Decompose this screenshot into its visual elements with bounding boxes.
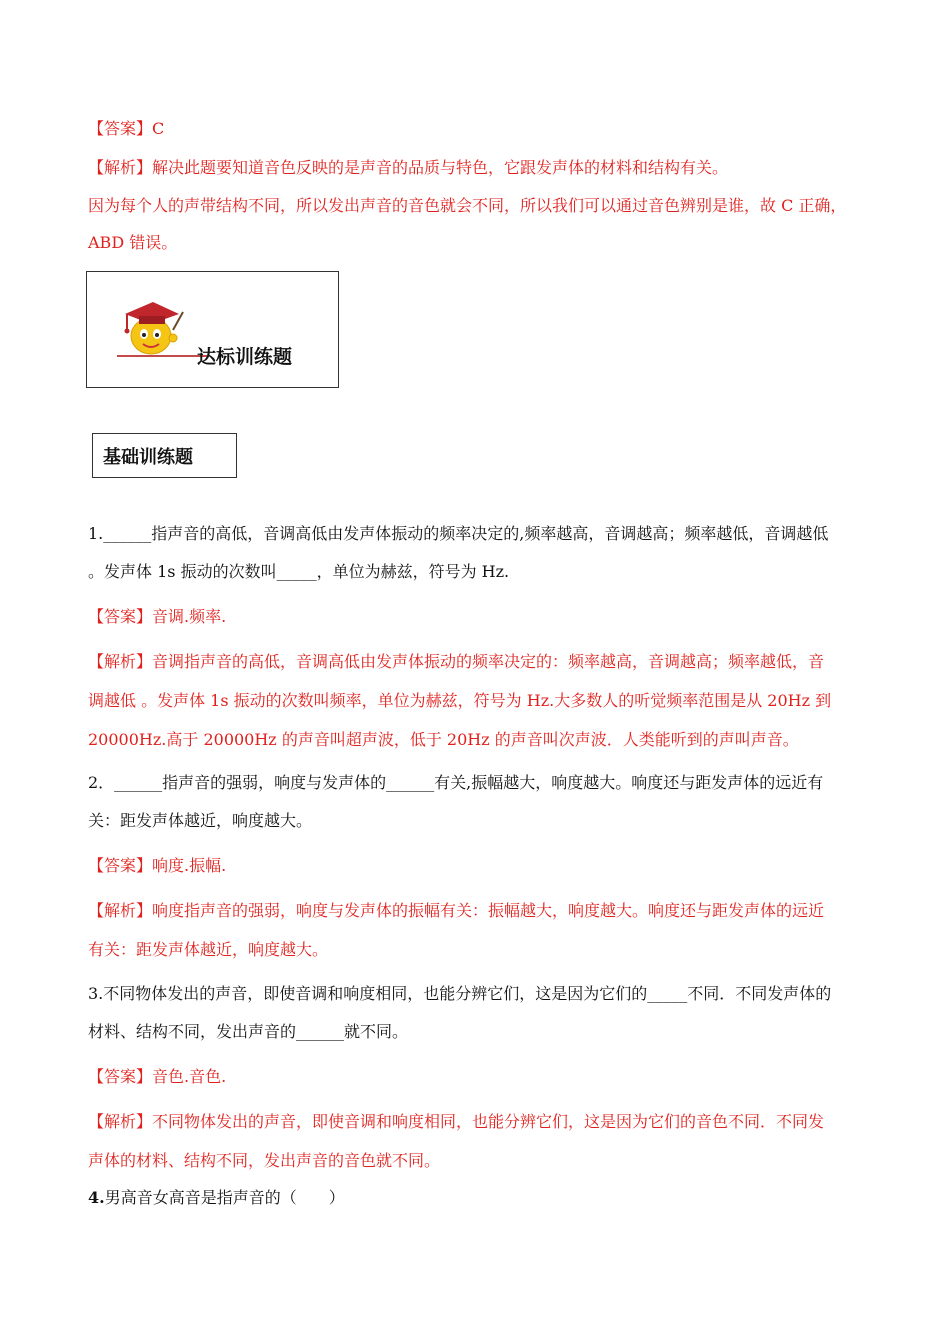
question-4-text: 男高音女高音是指声音的（ ） — [104, 1188, 345, 1207]
graduate-mascot-icon — [115, 286, 191, 362]
prev-answer: 【答案】C — [88, 119, 165, 138]
section-title: 基础训练题 — [103, 447, 193, 468]
question-3-line: 3.不同物体发出的声音，即使音调和响度相同，也能分辨它们，这是因为它们的_____不同．不同发声体的 — [88, 984, 832, 1003]
question-3-analysis: 【解析】不同物体发出的声音，即使音调和响度相同，也能分辨它们，这是因为它们的音色不同．不同发 — [88, 1112, 825, 1131]
banner-box — [86, 271, 339, 388]
question-3-line: 材料、结构不同，发出声音的______就不同。 — [88, 1022, 409, 1041]
question-2-analysis: 【解析】响度指声音的强弱，响度与发声体的振幅有关：振幅越大，响度越大。响度还与距发声体的远近 — [88, 901, 825, 920]
question-1-answer: 【答案】音调.频率. — [88, 607, 227, 626]
question-1-analysis: 【解析】音调指声音的高低，音调高低由发声体振动的频率决定的：频率越高，音调越高；频率越低，音 — [88, 652, 825, 671]
question-3-answer: 【答案】音色.音色. — [88, 1067, 227, 1086]
question-2-analysis: 有关：距发声体越近，响度越大。 — [88, 940, 329, 959]
prev-analysis-line: 因为每个人的声带结构不同，所以发出声音的音色就会不同，所以我们可以通过音色辨别是谁，故 C 正确， — [88, 196, 847, 215]
section-box — [92, 433, 237, 478]
prev-analysis-line: 【解析】解决此题要知道音色反映的是声音的品质与特色，它跟发声体的材料和结构有关。 — [88, 158, 729, 177]
question-2-line: 2．______指声音的强弱，响度与发声体的______有关,振幅越大，响度越大。响度还与距发声体的远近有 — [88, 773, 824, 792]
banner-title: 达标训练题 — [197, 346, 293, 368]
question-1-line: 。发声体 1s 振动的次数叫_____，单位为赫兹，符号为 Hz. — [88, 562, 510, 581]
question-2-answer: 【答案】响度.振幅. — [88, 856, 227, 875]
question-1-analysis: 调越低 。发声体 1s 振动的次数叫频率，单位为赫兹，符号为 Hz.大多数人的听觉频率范围是从 20Hz 到 — [88, 691, 832, 710]
question-4-number: 4. — [88, 1188, 105, 1207]
question-4-line — [88, 1187, 345, 1209]
prev-analysis-line: ABD 错误。 — [88, 233, 178, 252]
question-2-line: 关：距发声体越近，响度越大。 — [88, 811, 313, 830]
question-1-line: 1.______指声音的高低，音调高低由发声体振动的频率决定的,频率越高，音调越高；频率越低，音调越低 — [88, 524, 829, 543]
banner-underline — [117, 355, 207, 357]
question-3-analysis: 声体的材料、结构不同，发出声音的音色就不同。 — [88, 1151, 441, 1170]
question-1-analysis: 20000Hz.高于 20000Hz 的声音叫超声波，低于 20Hz 的声音叫次声波．人类能听到的声叫声音。 — [88, 730, 799, 749]
